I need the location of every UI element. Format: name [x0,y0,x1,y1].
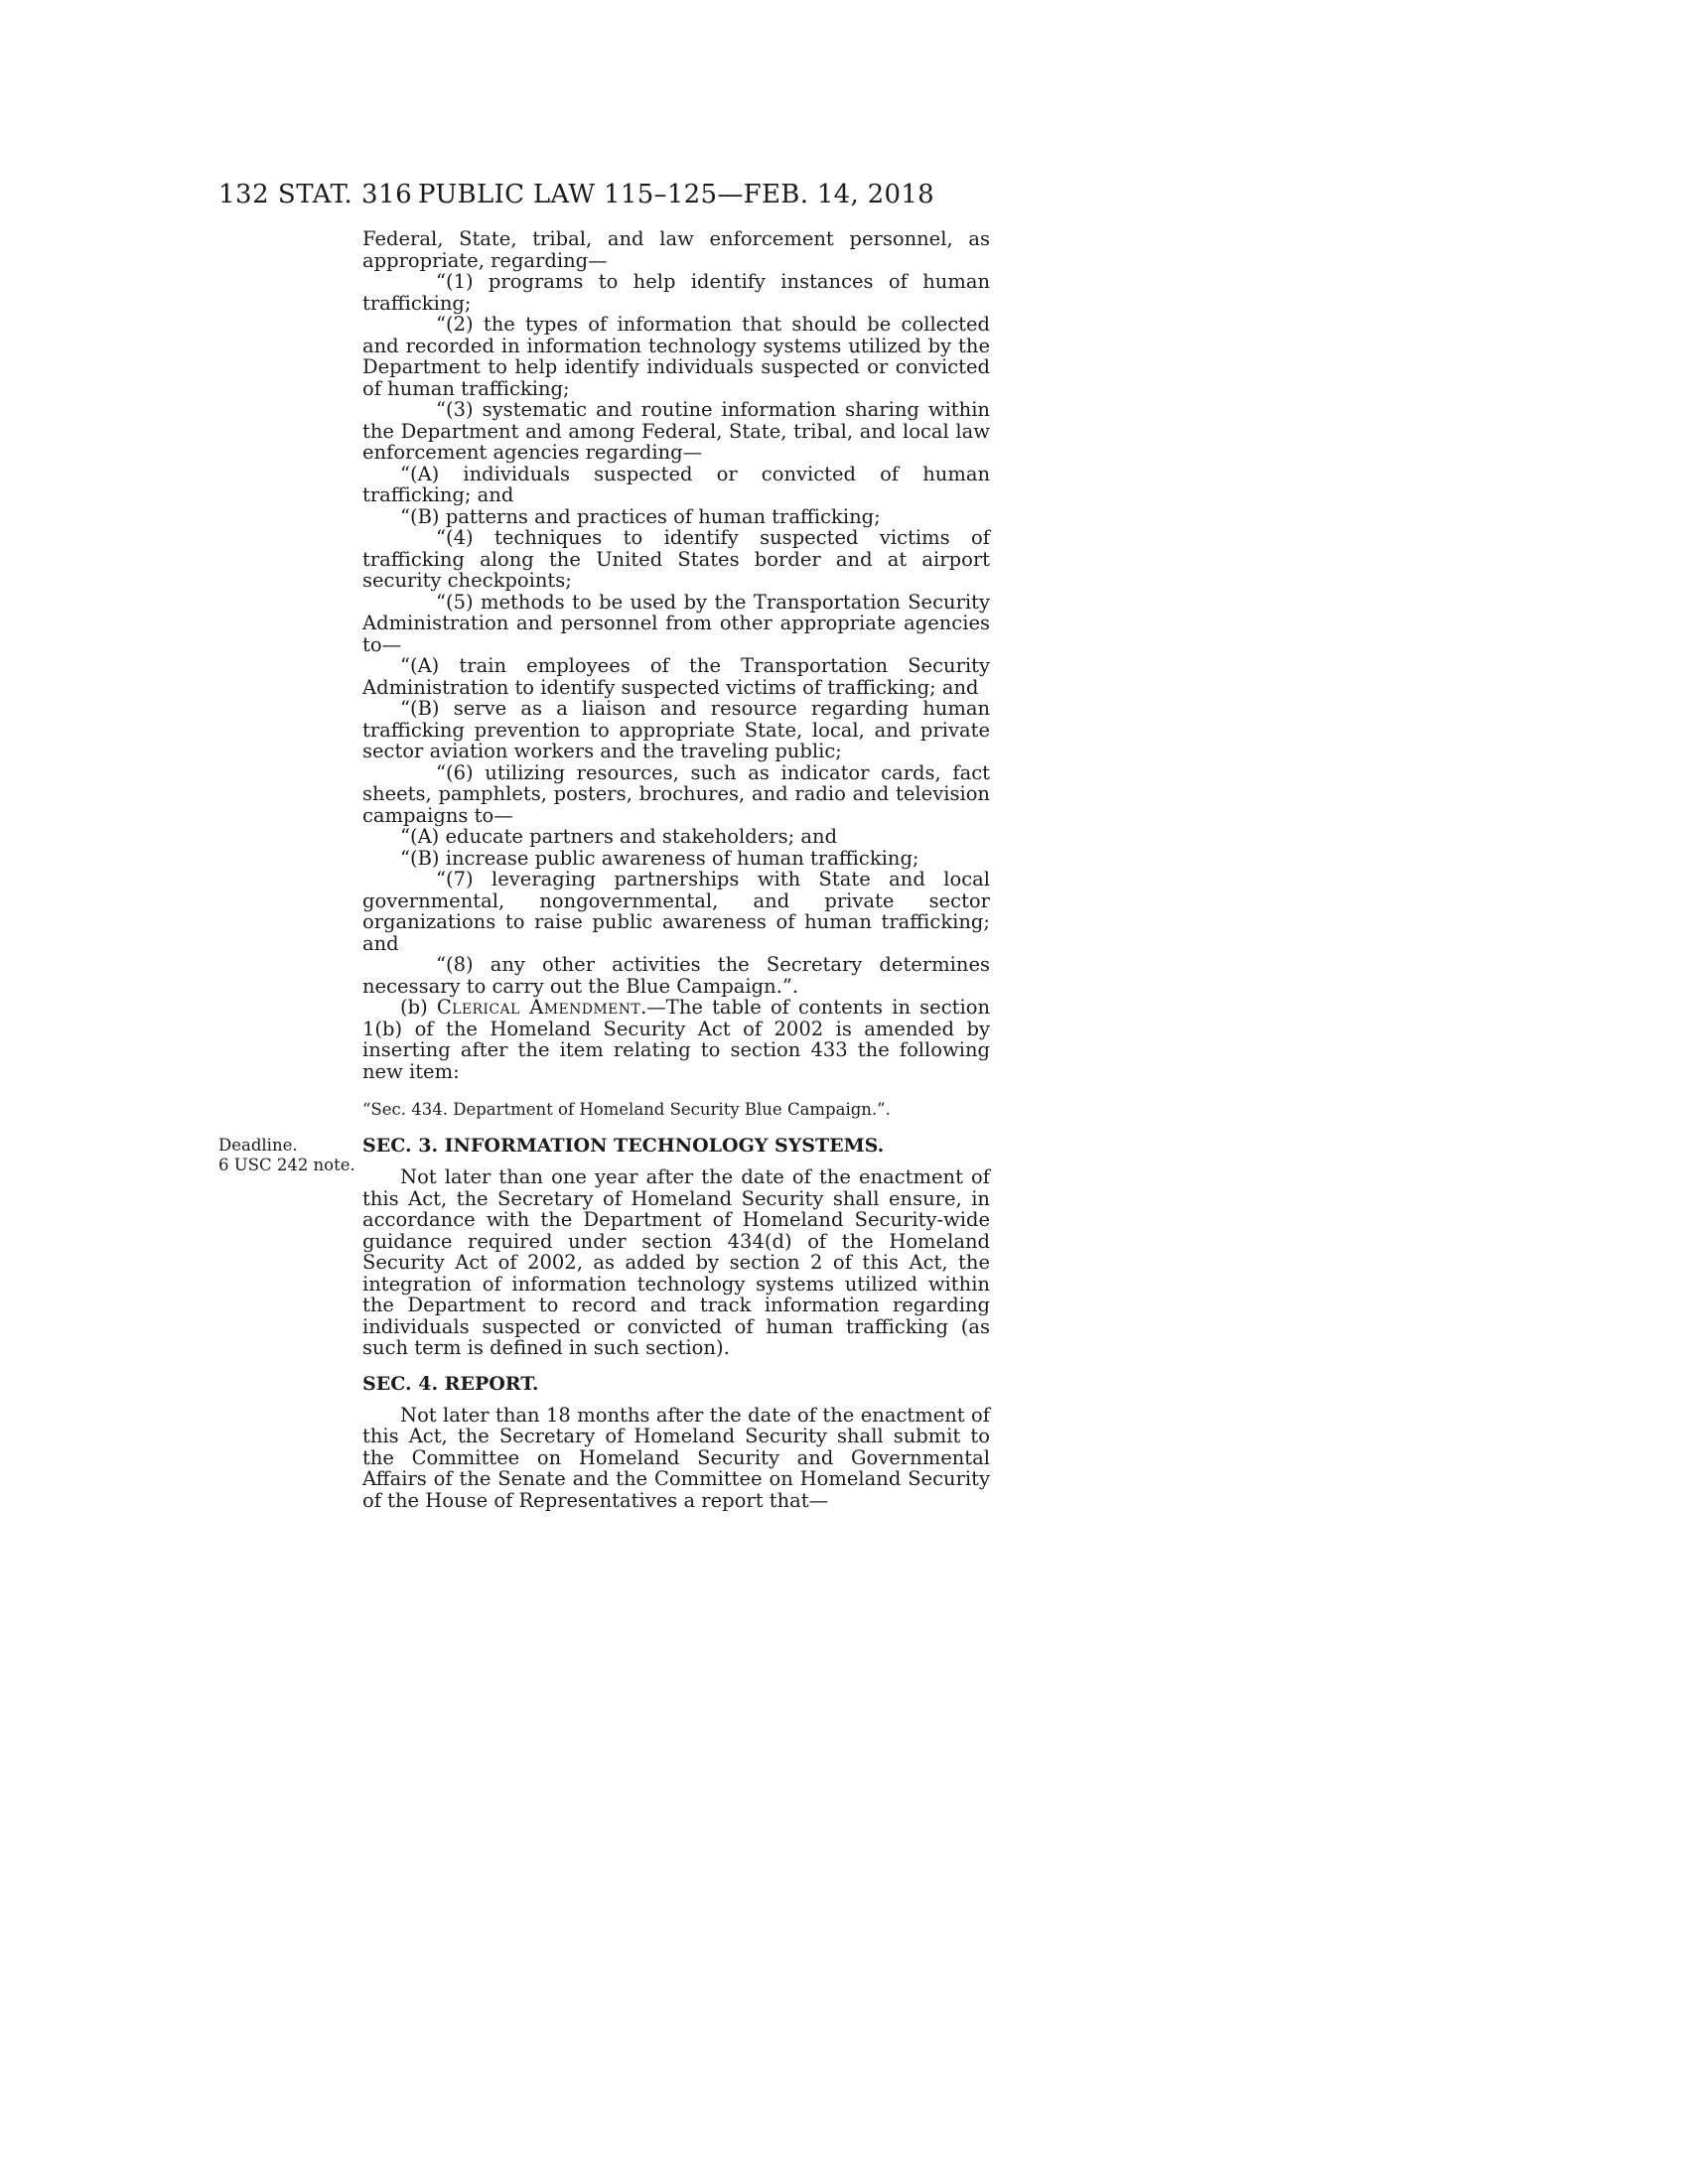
paragraph-item-1: “(1) programs to help identify instances of human trafficking; [362,270,990,315]
paragraph-item-6: “(6) utilizing resources, such as indicator cards, fact sheets, pamphlets, posters, brochures, and radio and television campaigns to— [362,760,990,827]
paragraph-item-5A: “(A) train employees of the Transportation Security Administration to identify suspected victims of trafficking; and [362,654,990,699]
clerical-prefix: (b) [400,996,437,1019]
page-body [218,227,991,1512]
clerical-smallcaps-label: Clerical Amendment [436,996,641,1019]
section-3-body: Not later than one year after the date of the enactment of this Act, the Secretary of Homeland Security shall ensure, in accordance with the Department of Homeland Security-wide guidance required under section 434(d) of the Homeland Security Act of 2002, as added by section 2 of this Act, the integration of information technology systems utilized within the Department to record and track information regarding individuals suspected or convicted of human trafficking (as such term is defined in such section). [362,1165,990,1359]
paragraph-intro: Federal, State, tribal, and law enforcement personnel, as appropriate, regarding— [362,227,990,272]
page-number: 132 STAT. 316 [218,180,413,209]
paragraph-item-8: “(8) any other activities the Secretary determines necessary to carry out the Blue Campaign.”. [362,953,990,998]
margin-note [218,1136,357,1175]
section-3-heading [218,1135,990,1174]
paragraph-item-6A: “(A) educate partners and stakeholders; and [400,825,838,848]
paragraph-item-5: “(5) methods to be used by the Transportation Security Administration and personnel from other appropriate agencies to— [362,590,990,656]
paragraph-item-7: “(7) leveraging partnerships with State and local governmental, nongovernmental, and private sector organizations to raise public awareness of human trafficking; and [362,868,990,955]
margin-note-usc-citation: 6 USC 242 note. [218,1156,355,1174]
paragraph-item-3A: “(A) individuals suspected or convicted of human trafficking; and [362,462,990,506]
paragraph-item-6B: “(B) increase public awareness of human trafficking; [400,846,919,870]
section-4-heading: SEC. 4. REPORT. [362,1372,539,1395]
clerical-amendment-paragraph [362,997,990,1082]
section-4-body: Not later than 18 months after the date of the enactment of this Act, the Secretary of Homeland Security shall submit to the Committee on Homeland Security and Governmental Affairs of the Senate and the Committee on Homeland Security of the House of Representatives a report that— [362,1403,990,1512]
paragraph-item-3: “(3) systematic and routine information sharing within the Department and among Federal, State, tribal, and local law enforcement agencies regarding— [362,398,990,464]
section-3-heading-text: SEC. 3. INFORMATION TECHNOLOGY SYSTEMS. [362,1135,885,1157]
margin-note-deadline: Deadline. [218,1136,298,1155]
paragraph-item-5B: “(B) serve as a liaison and resource regarding human trafficking prevention to appropriate State, local, and private sector aviation workers and the traveling public; [362,697,990,762]
law-title-header: PUBLIC LAW 115–125—FEB. 14, 2018 [417,180,934,209]
table-of-contents-entry: “Sec. 434. Department of Homeland Security Blue Campaign.”. [362,1100,891,1119]
paragraph-item-4: “(4) techniques to identify suspected victims of trafficking along the United States border and at airport security checkpoints; [362,526,990,592]
clerical-body-text: .—The table of contents in section 1(b) of the Homeland Security Act of 2002 is amended by inserting after the item relating to section 433 the following new item: [362,996,991,1083]
paragraph-item-3B: “(B) patterns and practices of human trafficking; [400,504,881,528]
paragraph-item-2: “(2) the types of information that should be collected and recorded in information technology systems utilized by the Department to help identify individuals suspected or convicted of human trafficking; [362,313,990,400]
